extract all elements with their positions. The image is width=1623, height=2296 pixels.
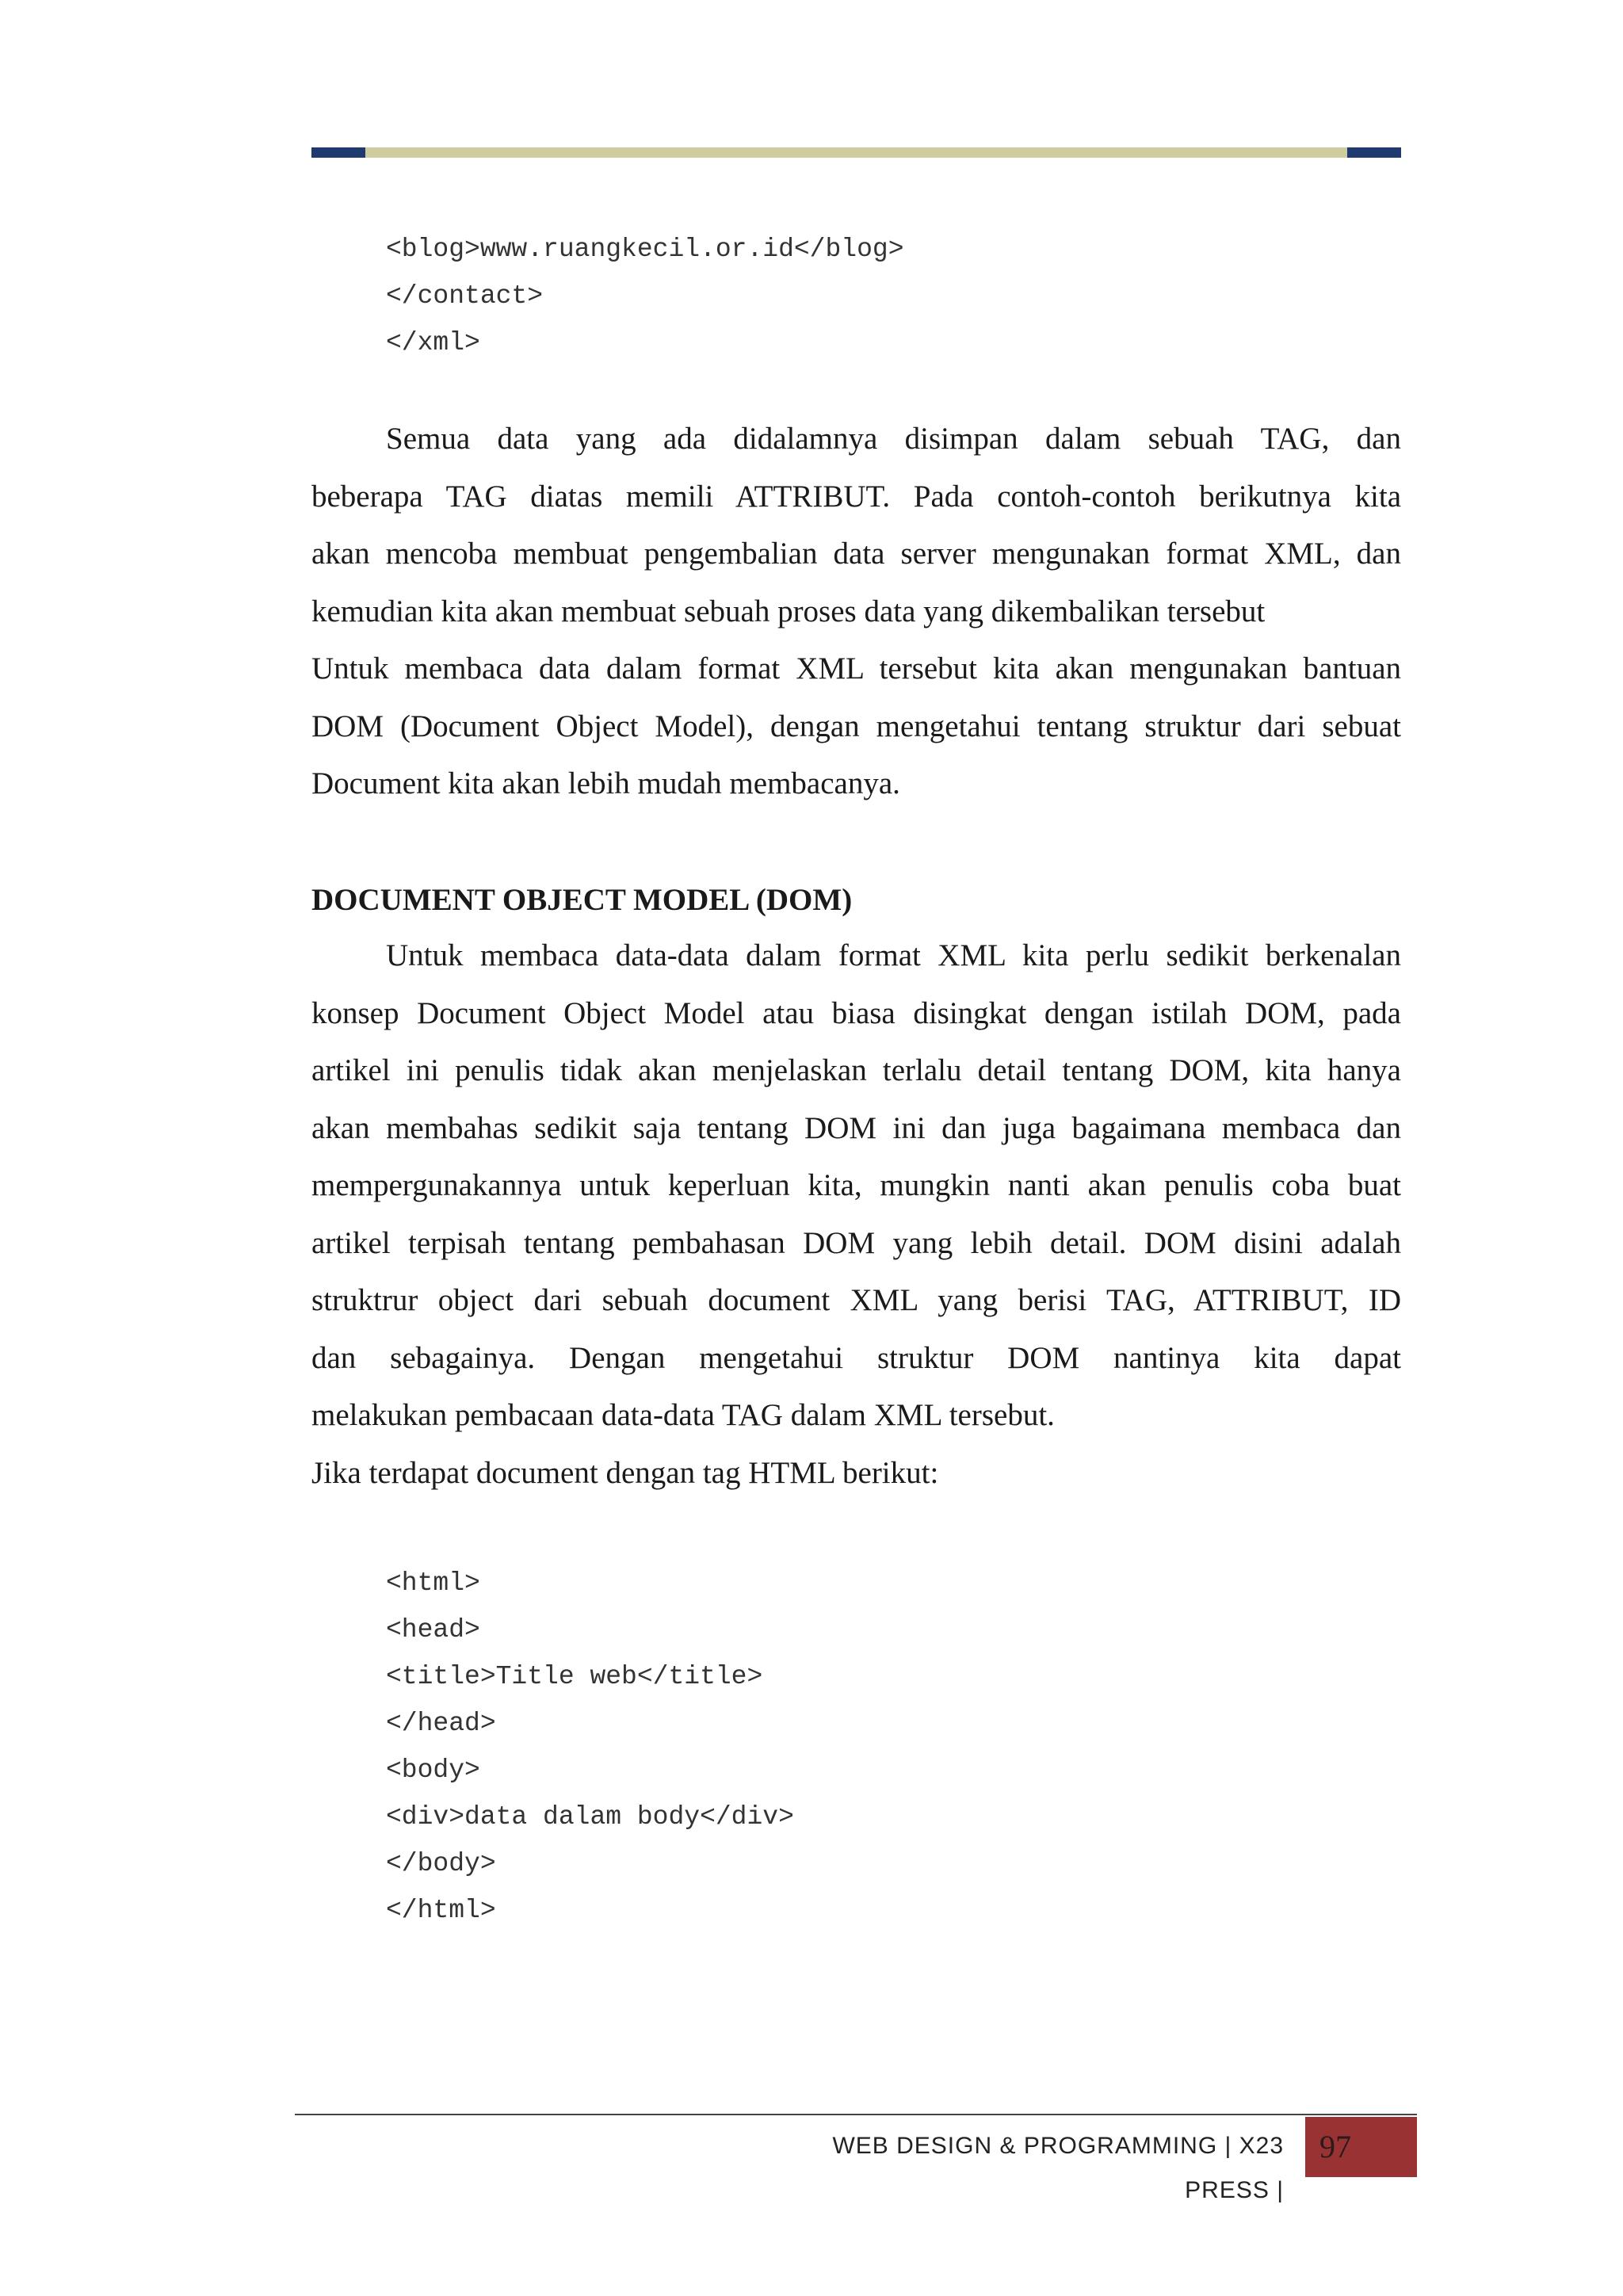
- code-snippet-html: [386, 1560, 794, 1934]
- paragraph-line: artikel terpisah tentang pembahasan DOM yang lebih detail. DOM disini adalah: [311, 1225, 1401, 1260]
- paragraph-line: Untuk membaca data-data dalam format XML kita perlu sedikit berkenalan: [386, 938, 1401, 972]
- paragraph-line: dan sebagainya. Dengan mengetahui struktur DOM nantinya kita dapat: [311, 1340, 1401, 1375]
- header-bar: [311, 147, 1401, 158]
- paragraph-line: Semua data yang ada didalamnya disimpan dalam sebuah TAG, dan: [386, 422, 1401, 456]
- footer-title: WEB DESIGN & PROGRAMMING | X23 PRESS |: [832, 2133, 1284, 2203]
- paragraph-line: Untuk membaca data dalam format XML tersebut kita akan mengunakan bantuan: [311, 651, 1401, 686]
- header-bar-middle: [365, 147, 1347, 158]
- code-line: </body>: [386, 1849, 496, 1878]
- header-bar-left: [311, 147, 365, 158]
- paragraph-line: DOM (Document Object Model), dengan mengetahui tentang struktur dari sebuat: [311, 709, 1401, 743]
- code-line: </html>: [386, 1896, 496, 1925]
- section-heading: DOCUMENT OBJECT MODEL (DOM): [311, 883, 853, 917]
- paragraph-line: akan mencoba membuat pengembalian data server mengunakan format XML, dan: [311, 537, 1401, 571]
- paragraph-intro: [311, 411, 1401, 813]
- paragraph-line: struktrur object dari sebuah document XML yang berisi TAG, ATTRIBUT, ID: [311, 1283, 1401, 1317]
- code-line: </xml>: [386, 328, 480, 357]
- paragraph-line: melakukan pembacaan data-data TAG dalam XML tersebut.: [311, 1398, 1055, 1432]
- footer-rule: [295, 2114, 1417, 2115]
- code-line: <div>data dalam body</div>: [386, 1802, 794, 1832]
- code-line: <body>: [386, 1755, 480, 1785]
- paragraph-line: artikel ini penulis tidak akan menjelaskan terlalu detail tentang DOM, kita hanya: [311, 1053, 1401, 1087]
- code-line: </head>: [386, 1709, 496, 1738]
- paragraph-line: Jika terdapat document dengan tag HTML berikut:: [311, 1455, 939, 1490]
- code-line: <title>Title web</title>: [386, 1662, 763, 1691]
- page-number: 97: [1319, 2129, 1351, 2164]
- paragraph-line: mempergunakannya untuk keperluan kita, mungkin nanti akan penulis coba buat: [311, 1168, 1401, 1202]
- header-bar-right: [1347, 147, 1401, 158]
- paragraph-line: konsep Document Object Model atau biasa disingkat dengan istilah DOM, pada: [311, 995, 1401, 1030]
- paragraph-line: akan membahas sedikit saja tentang DOM ini dan juga bagaimana membaca dan: [311, 1110, 1401, 1145]
- paragraph-line: beberapa TAG diatas memili ATTRIBUT. Pada contoh-contoh berikutnya kita: [311, 479, 1401, 514]
- paragraph-line: kemudian kita akan membuat sebuah proses data yang dikembalikan tersebut: [311, 594, 1266, 628]
- code-line: </contact>: [386, 281, 544, 311]
- paragraph-line: Document kita akan lebih mudah membacanya.: [311, 766, 900, 800]
- code-line: <blog>www.ruangkecil.or.id</blog>: [386, 235, 904, 264]
- code-line: <head>: [386, 1615, 480, 1645]
- code-snippet-top: [386, 226, 904, 366]
- paragraph-dom: [311, 927, 1401, 1502]
- code-line: <html>: [386, 1568, 480, 1598]
